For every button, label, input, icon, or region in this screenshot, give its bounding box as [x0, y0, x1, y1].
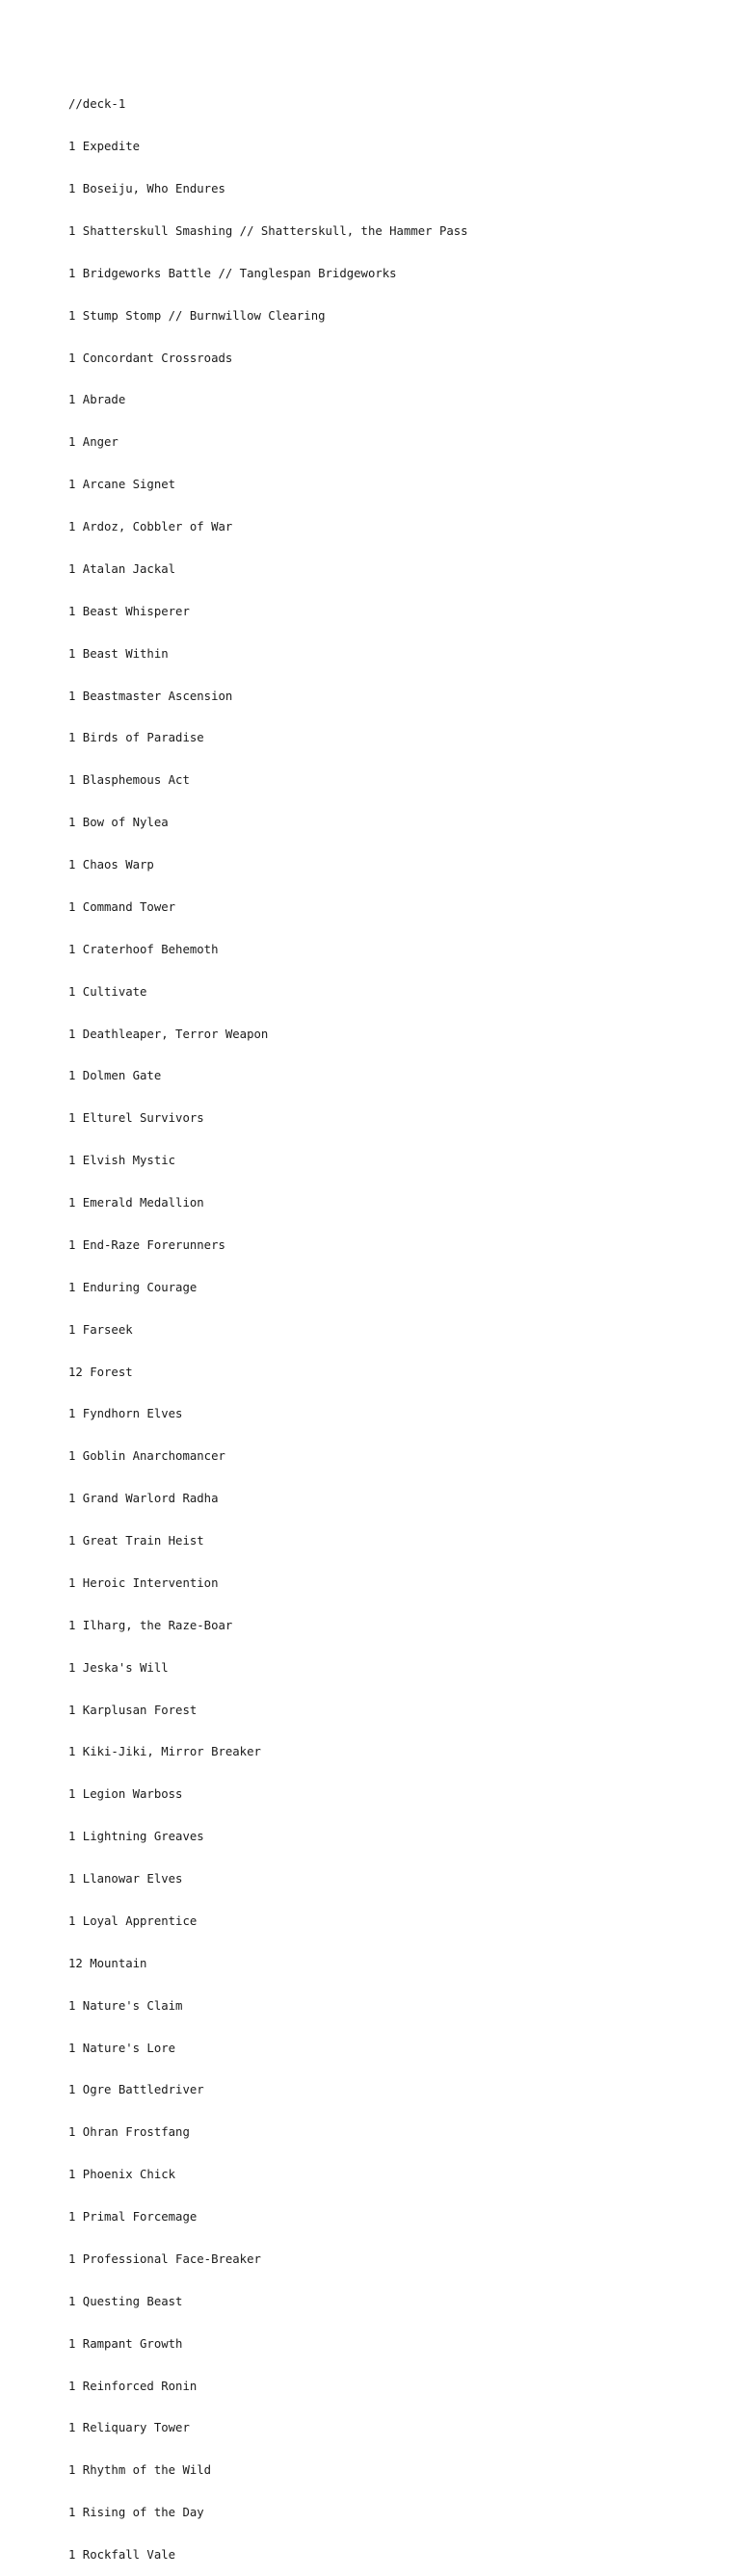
- deck-list-line: 1 Cultivate: [68, 984, 147, 999]
- deck-list-document: [68, 69, 704, 2576]
- deck-list-line: 1 Expedite: [68, 140, 141, 154]
- deck-list-line: 1 Dolmen Gate: [68, 1069, 162, 1083]
- deck-list-line: 1 Rhythm of the Wild: [68, 2463, 212, 2478]
- deck-list-line: 1 Beastmaster Ascension: [68, 689, 233, 703]
- deck-list-line: 1 Primal Forcemage: [68, 2210, 198, 2224]
- deck-list-line: 1 Concordant Crossroads: [68, 351, 233, 365]
- deck-list-line: 1 Atalan Jackal: [68, 561, 176, 576]
- deck-list-line: 1 Reliquary Tower: [68, 2421, 190, 2435]
- deck-list-line: 1 Rampant Growth: [68, 2336, 183, 2351]
- deck-list-line: 1 Elvish Mystic: [68, 1154, 176, 1168]
- deck-list-line: 1 Nature's Claim: [68, 1998, 183, 2013]
- deck-list-line: 1 Rockfall Vale: [68, 2548, 176, 2562]
- deck-list-line: 1 Beast Whisperer: [68, 604, 190, 618]
- deck-list-line: 1 Goblin Anarchomancer: [68, 1449, 225, 1464]
- deck-list-line: 1 Loyal Apprentice: [68, 1913, 198, 1928]
- deck-list-line: 1 Farseek: [68, 1322, 133, 1337]
- deck-list-line: 1 Jeska's Will: [68, 1660, 169, 1675]
- deck-list-line: 1 Ilharg, the Raze-Boar: [68, 1618, 233, 1632]
- deck-list-line: 1 Grand Warlord Radha: [68, 1492, 219, 1506]
- deck-list-line: 1 Llanowar Elves: [68, 1872, 183, 1886]
- deck-list-line: 1 Nature's Lore: [68, 2041, 176, 2055]
- deck-list-line: 1 Deathleaper, Terror Weapon: [68, 1027, 269, 1041]
- deck-list-line: 1 Birds of Paradise: [68, 731, 204, 745]
- deck-list-line: 1 Craterhoof Behemoth: [68, 942, 219, 956]
- deck-list-line: 1 Rising of the Day: [68, 2506, 204, 2520]
- deck-list-line: 1 Beast Within: [68, 646, 169, 661]
- deck-list-line: 1 Anger: [68, 435, 119, 450]
- deck-list-line: 1 Lightning Greaves: [68, 1830, 204, 1844]
- deck-list-line: 1 Shatterskull Smashing // Shatterskull, the Hammer Pass: [68, 223, 468, 238]
- deck-list-line: 1 Boseiju, Who Endures: [68, 182, 225, 195]
- deck-list-line: 1 Fyndhorn Elves: [68, 1407, 183, 1421]
- deck-list-line: 1 Stump Stomp // Burnwillow Clearing: [68, 308, 326, 323]
- deck-list-line: 1 Arcane Signet: [68, 478, 176, 492]
- deck-list-line: 1 Chaos Warp: [68, 858, 154, 872]
- deck-list-line: 1 Enduring Courage: [68, 1280, 198, 1294]
- deck-heading: //deck-1: [68, 97, 126, 112]
- deck-list-line: 1 Command Tower: [68, 899, 176, 914]
- deck-list-line: 1 Karplusan Forest: [68, 1703, 198, 1717]
- deck-list-line: 1 Phoenix Chick: [68, 2168, 176, 2182]
- deck-list-line: 1 Ohran Frostfang: [68, 2125, 190, 2140]
- deck-list-line: 1 Emerald Medallion: [68, 1196, 204, 1210]
- deck-list-line: 1 Ardoz, Cobbler of War: [68, 520, 233, 533]
- deck-list-line: 1 Great Train Heist: [68, 1534, 204, 1548]
- deck-list-line: 1 Blasphemous Act: [68, 773, 190, 788]
- deck-list-line: 1 Abrade: [68, 393, 126, 407]
- deck-list-line: 1 Ogre Battledriver: [68, 2083, 204, 2097]
- deck-list-line: 1 Bridgeworks Battle // Tanglespan Bridgeworks: [68, 266, 397, 280]
- deck-list-line: 1 Heroic Intervention: [68, 1575, 219, 1590]
- deck-list-line: 1 Legion Warboss: [68, 1787, 183, 1802]
- deck-list-line: 12 Forest: [68, 1365, 133, 1379]
- deck-list-line: 1 Kiki-Jiki, Mirror Breaker: [68, 1745, 261, 1759]
- deck-list-line: 12 Mountain: [68, 1956, 147, 1970]
- deck-list-line: 1 Bow of Nylea: [68, 816, 169, 830]
- deck-list-line: 1 End-Raze Forerunners: [68, 1237, 225, 1252]
- deck-list-line: 1 Professional Face-Breaker: [68, 2251, 261, 2266]
- deck-list-line: 1 Questing Beast: [68, 2294, 183, 2308]
- deck-list-line: 1 Elturel Survivors: [68, 1111, 204, 1126]
- deck-list-line: 1 Reinforced Ronin: [68, 2379, 198, 2393]
